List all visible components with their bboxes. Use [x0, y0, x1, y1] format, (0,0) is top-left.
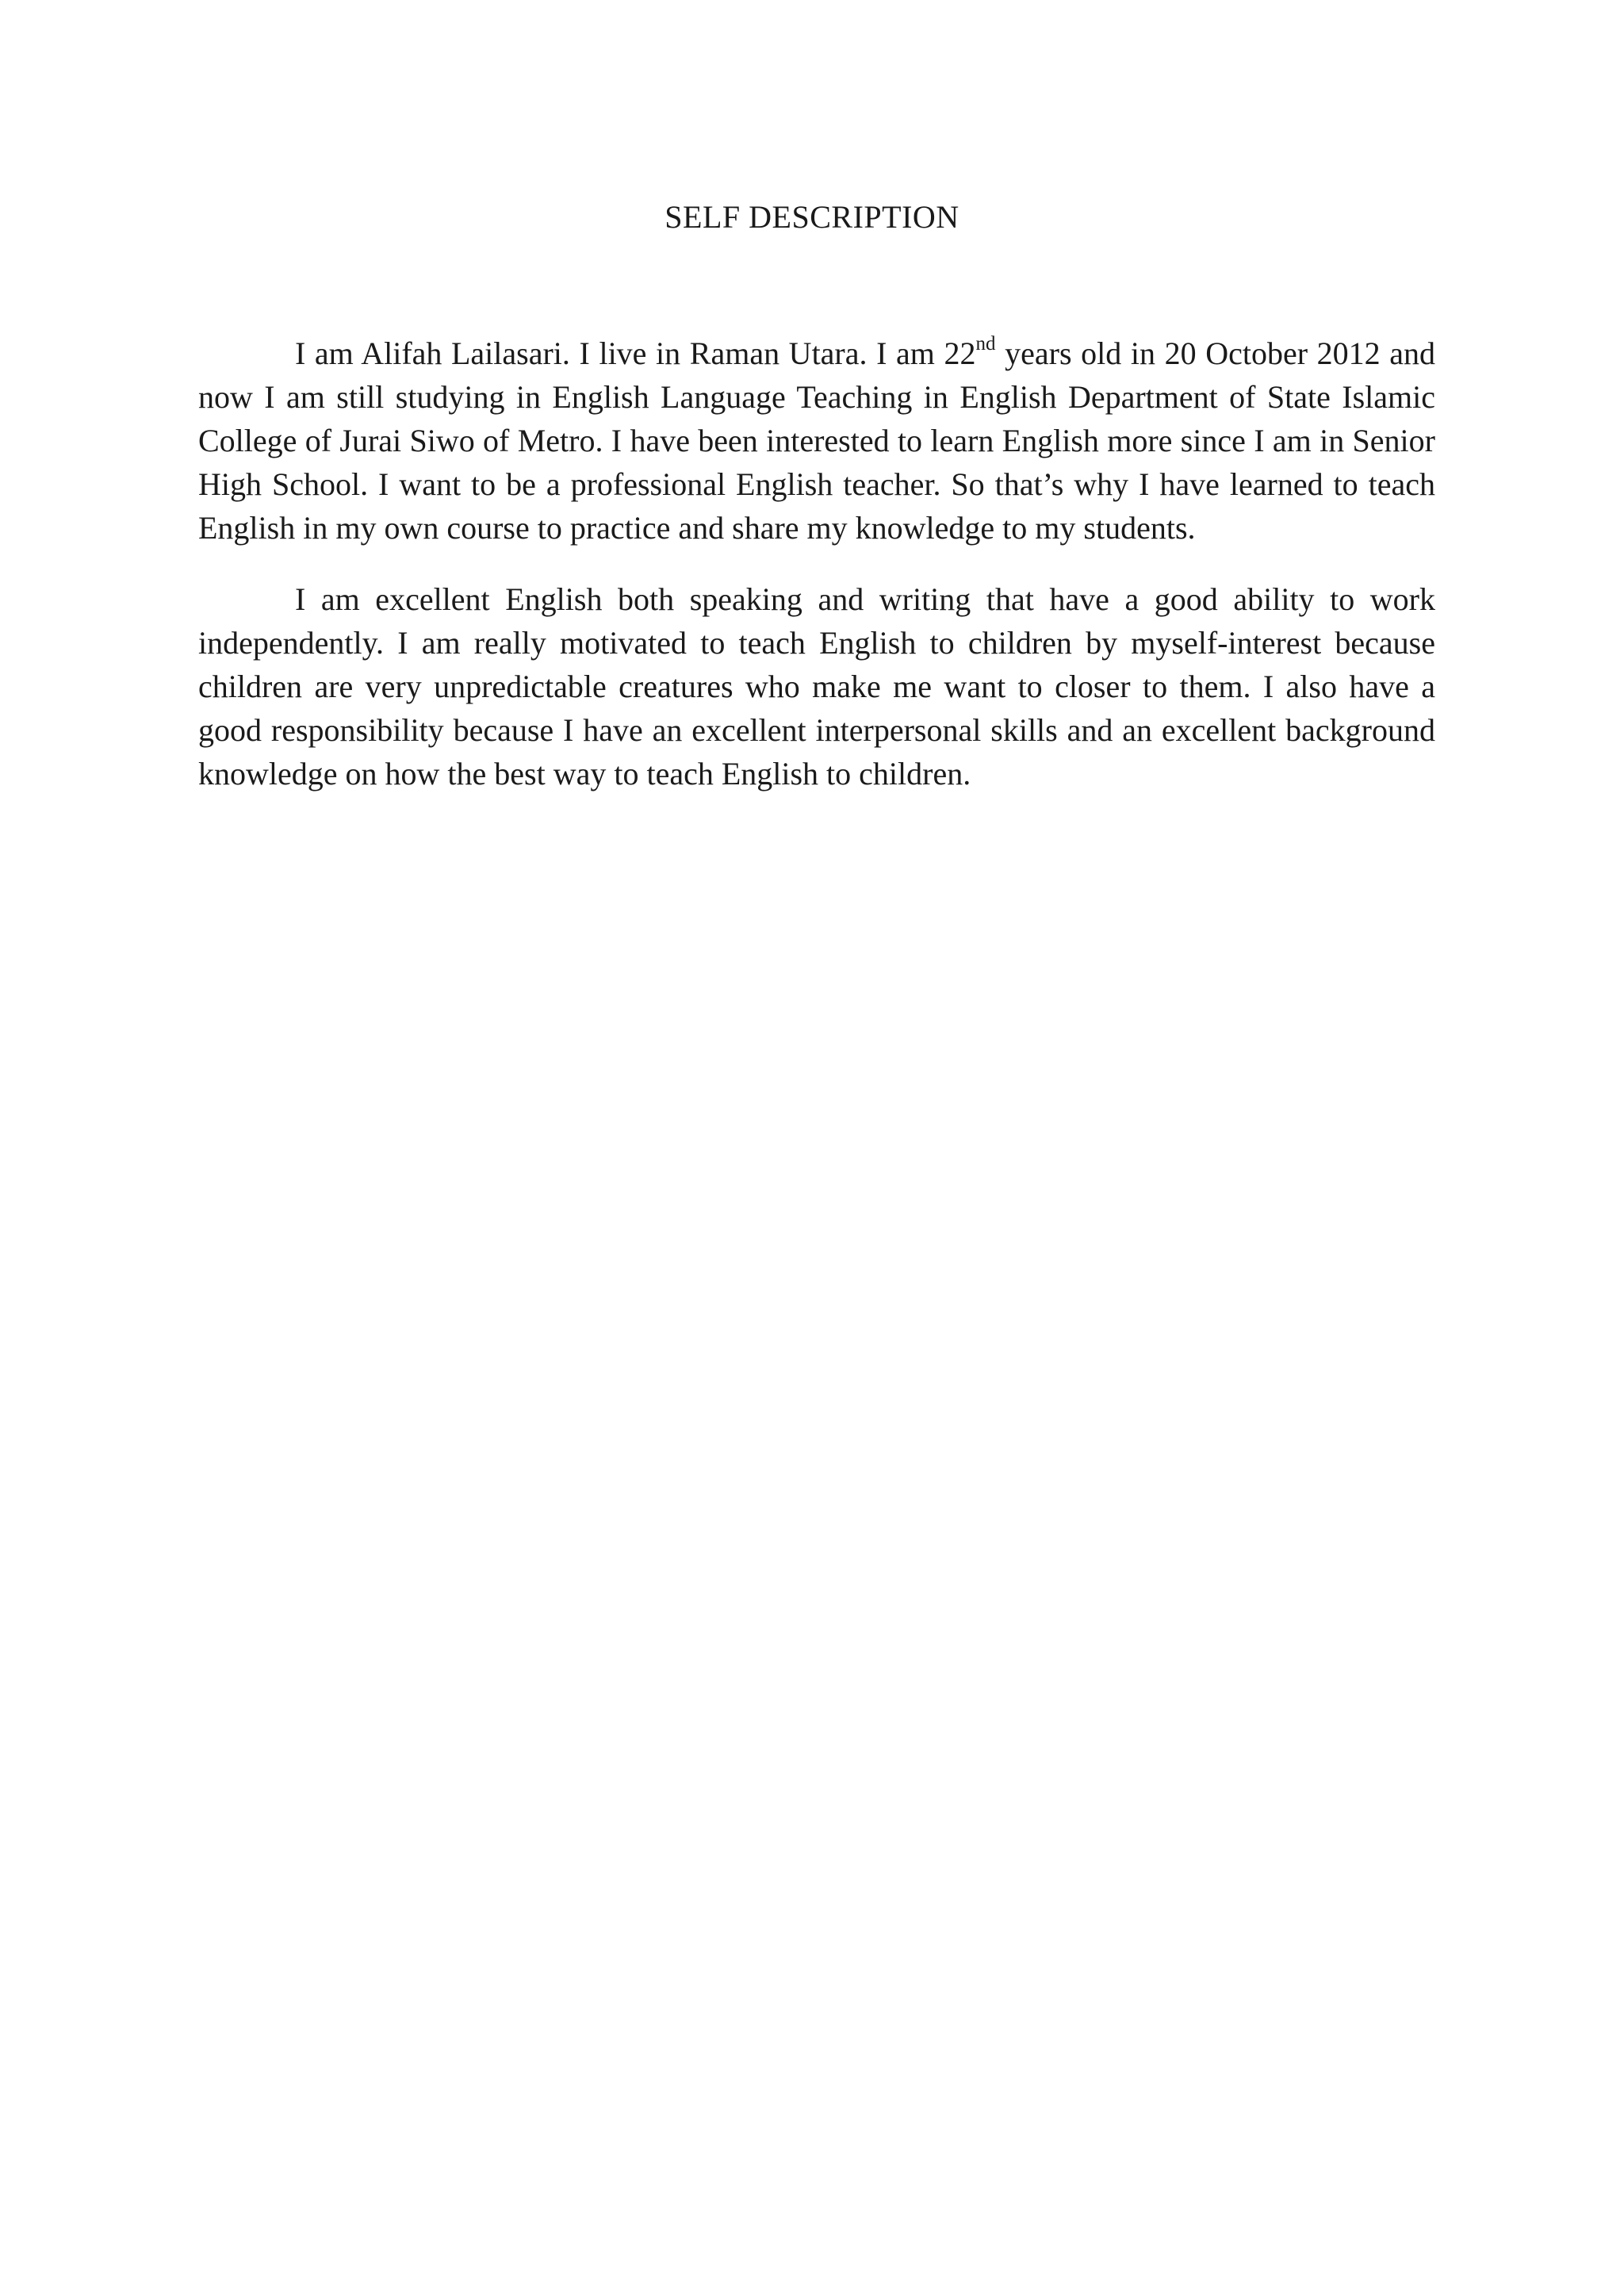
document-title: SELF DESCRIPTION [665, 199, 959, 235]
paragraph-skills: I am excellent English both speaking and writing that have a good ability to work independently. I am really motivated to teach English to children by myself-interest because children are very unpredictable creatures who make me want to closer to them. I also have a good responsibility because I have an excellent interpersonal skills and an excellent background knowledge on how the best way to teach English to children. [198, 581, 1435, 792]
ordinal-superscript: nd [975, 333, 996, 355]
paragraph-introduction-start: I am Alifah Lailasari. I live in Raman Utara. I am 22 [295, 335, 976, 371]
paragraph-introduction-rest: years old in 20 October 2012 and now I am still studying in English Language Teaching in English Department of State Islamic College of Jurai Siwo of Metro. I have been interested to learn English more since I am in Senior High School. I want to be a professional English teacher. So that’s why I have learned to teach English in my own course to practice and share my knowledge to my students. [198, 335, 1435, 546]
document-body [198, 332, 1435, 795]
paragraph-introduction [198, 332, 1435, 550]
